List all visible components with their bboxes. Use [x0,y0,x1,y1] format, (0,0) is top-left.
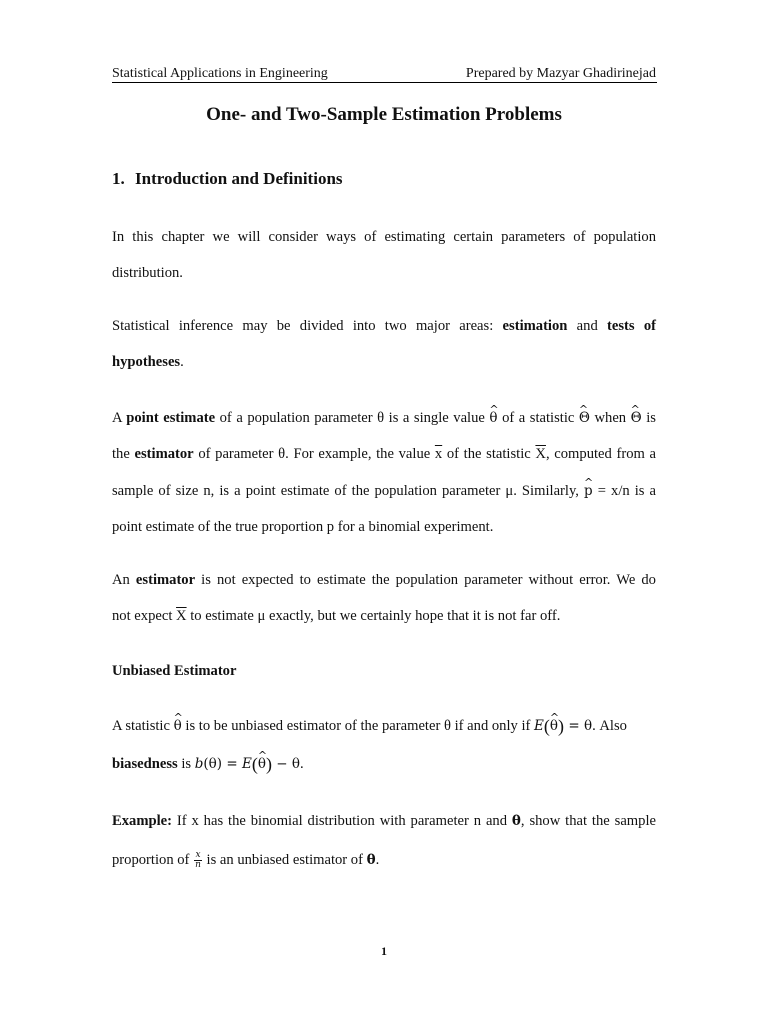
header-course-title: Statistical Applications in Engineering [112,66,328,81]
big-theta-hat-symbol: ^ Θ [631,409,642,427]
document-title: One- and Two-Sample Estimation Problems [206,104,562,125]
para4-line1: An estimator is not expected to estimate the population parameter without error. We do [112,572,656,588]
term-biasedness: biasedness [112,756,178,772]
page-header [112,66,656,82]
para4-line2: not expect $\overline{X}$ to estimate μ exactly, but we certainly hope that it is not far off. [112,608,561,624]
x-over-n-fraction: $\frac{x}{n}$ [195,850,201,871]
para2-line2: hypotheses. [112,354,184,370]
page-number: 1 [381,944,387,958]
section-number: 1. [112,169,125,188]
example-line2: proportion of $\frac{x}{n}$ is an unbiased estimator of θ. [112,850,380,871]
para5-line1: A statistic ^ θ is to be unbiased estimator of the parameter θ if and only if E(^ θ) = θ. Also [112,717,656,735]
example-line1: Example: If x has the binomial distribution with parameter n and θ, show that the sample [112,813,656,829]
para1-line2: distribution. [112,265,183,281]
header-author: Prepared by Mazyar Ghadirinejad [465,66,656,81]
p-hat-symbol: ^ p [584,482,593,500]
theta-hat-symbol: ^ θ [258,755,266,773]
theta-hat-symbol: ^ θ [489,409,497,427]
term-estimator: estimator [135,572,196,588]
big-x-bar-symbol: $\overline{X}$ [535,446,546,462]
term-estimation: estimation [502,318,568,334]
subheading-unbiased-estimator: Unbiased Estimator [112,663,237,679]
x-bar-symbol: $\overline{x}$ [434,446,443,462]
header-divider [112,82,657,83]
section-heading [112,169,343,189]
para2-line1: Statistical inference may be divided into two major areas: estimation and tests of [112,318,656,334]
section-title: Introduction and Definitions [135,169,343,188]
term-hypotheses: hypotheses [112,354,181,370]
example-label: Example: [112,813,172,829]
para1-line1: In this chapter we will consider ways of estimating certain parameters of population [112,229,656,245]
para3-line3: sample of size n, is a point estimate of the population parameter μ. Similarly, ^ p = x/n is a [112,482,656,500]
term-point-estimate: point estimate [126,410,216,426]
para5-line2: biasedness is b(θ) = E(^ θ) − θ. [112,755,656,773]
para3-line4: point estimate of the true proportion p for a binomial experiment. [112,519,494,535]
big-theta-hat-symbol: ^ Θ [579,409,590,427]
big-x-bar-symbol: $\overline{X}$ [176,608,187,624]
term-tests-of: tests of [607,318,656,334]
para3-line1: A point estimate of a population parameter θ is a single value ^ θ of a statistic ^ Θ when ^ Θ is [112,409,656,427]
theta-hat-symbol: ^ θ [174,717,182,735]
term-estimator: estimator [134,446,194,462]
theta-hat-symbol: ^ θ [550,717,558,735]
para3-line2: the estimator of parameter θ. For example, the value $\overline{x}$ of the statistic $\overline{X}$, computed from a [112,446,656,462]
